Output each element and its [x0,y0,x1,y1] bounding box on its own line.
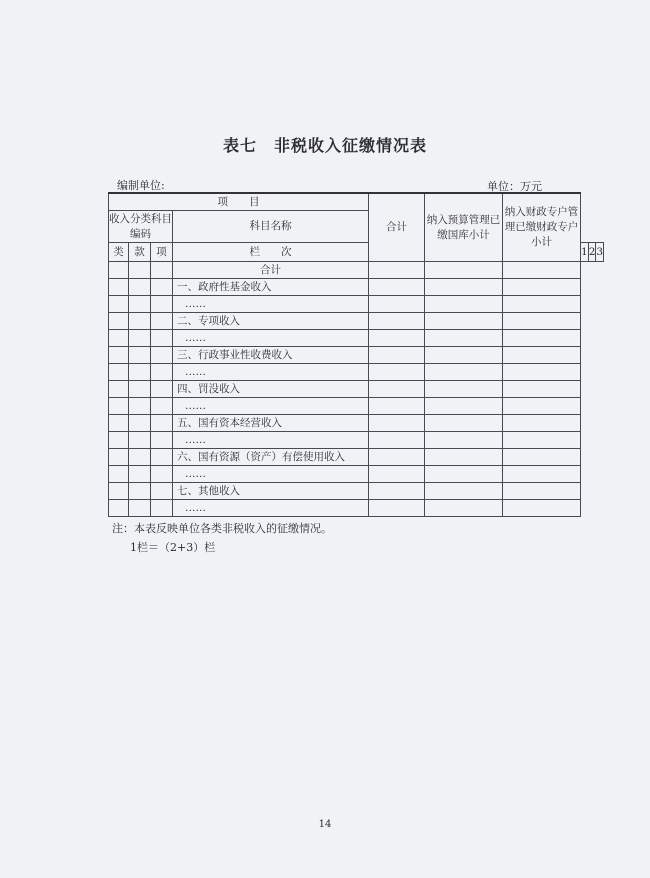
empty-cell [503,466,581,483]
header-budget-subtotal: 纳入预算管理已缴国库小计 [425,193,503,262]
header-code-group: 收入分类科目编码 [109,211,173,243]
empty-cell [151,296,173,313]
empty-cell [109,296,129,313]
empty-cell [109,415,129,432]
header-lei: 类 [109,243,129,262]
empty-cell [503,483,581,500]
empty-cell [369,449,425,466]
table-row [109,381,604,398]
header-special-account-subtotal: 纳入财政专户管理已缴财政专户小计 [503,193,581,262]
empty-cell [129,415,151,432]
empty-cell [129,466,151,483]
empty-cell [151,330,173,347]
empty-cell [369,279,425,296]
table-row [109,330,604,347]
table-row [109,262,604,279]
subject-name-cell: …… [173,500,369,517]
header-xiang: 项 [151,243,173,262]
empty-cell [503,347,581,364]
empty-cell [503,415,581,432]
table-row [109,398,604,415]
empty-cell [503,432,581,449]
empty-cell [425,483,503,500]
subject-name-cell: 二、专项收入 [173,313,369,330]
empty-cell [151,262,173,279]
column-number-1: 1 [581,243,589,262]
header-subject-name: 科目名称 [173,211,369,243]
empty-cell [425,432,503,449]
subject-name-cell: …… [173,296,369,313]
page-title: 表七 非税收入征缴情况表 [222,136,427,155]
table-row [109,449,604,466]
empty-cell [151,432,173,449]
empty-cell [129,364,151,381]
compiling-unit-label: 编制单位: [117,179,165,192]
empty-cell [109,364,129,381]
empty-cell [109,432,129,449]
empty-cell [129,347,151,364]
empty-cell [129,262,151,279]
table-row [109,483,604,500]
currency-unit-label: 单位：万元 [487,180,542,193]
empty-cell [369,347,425,364]
subject-name-cell: 六、国有资源（资产）有偿使用收入 [173,449,369,466]
empty-cell [503,330,581,347]
table-row [109,347,604,364]
subject-name-cell: …… [173,330,369,347]
empty-cell [425,381,503,398]
empty-cell [425,398,503,415]
empty-cell [369,415,425,432]
empty-cell [425,330,503,347]
empty-cell [425,500,503,517]
empty-cell [151,466,173,483]
header-kuan: 款 [129,243,151,262]
empty-cell [369,398,425,415]
empty-cell [503,398,581,415]
table-row [109,466,604,483]
empty-cell [109,500,129,517]
empty-cell [129,449,151,466]
empty-cell [109,347,129,364]
column-number-3: 3 [596,243,604,262]
page-number: 14 [318,819,332,830]
empty-cell [503,364,581,381]
empty-cell [369,381,425,398]
empty-cell [151,449,173,466]
empty-cell [369,466,425,483]
empty-cell [425,313,503,330]
table-row [109,279,604,296]
empty-cell [369,364,425,381]
empty-cell [151,483,173,500]
header-project: 项 目 [109,193,369,211]
empty-cell [503,262,581,279]
empty-cell [109,449,129,466]
subject-name-cell: 七、其他收入 [173,483,369,500]
empty-cell [503,296,581,313]
empty-cell [129,279,151,296]
empty-cell [425,364,503,381]
non-tax-revenue-table [108,192,604,517]
empty-cell [503,279,581,296]
empty-cell [109,381,129,398]
empty-cell [151,364,173,381]
table-row [109,500,604,517]
empty-cell [109,483,129,500]
empty-cell [129,296,151,313]
empty-cell [151,398,173,415]
note-line-2: 1栏＝（2+3）栏 [130,541,216,554]
empty-cell [369,262,425,279]
subject-name-cell: 四、罚没收入 [173,381,369,398]
empty-cell [503,381,581,398]
subject-name-cell: 五、国有资本经营收入 [173,415,369,432]
empty-cell [503,313,581,330]
subject-name-cell: 一、政府性基金收入 [173,279,369,296]
table-row [109,415,604,432]
empty-cell [109,466,129,483]
empty-cell [129,398,151,415]
empty-cell [503,500,581,517]
note-line-1: 注：本表反映单位各类非税收入的征缴情况。 [112,522,332,535]
empty-cell [151,500,173,517]
subject-name-cell: …… [173,432,369,449]
empty-cell [151,415,173,432]
empty-cell [129,330,151,347]
table-row [109,296,604,313]
empty-cell [129,381,151,398]
empty-cell [425,296,503,313]
column-number-2: 2 [588,243,596,262]
empty-cell [425,279,503,296]
subject-name-cell: …… [173,398,369,415]
empty-cell [151,313,173,330]
empty-cell [151,279,173,296]
subject-name-cell: …… [173,466,369,483]
table-row [109,364,604,381]
empty-cell [503,449,581,466]
empty-cell [369,296,425,313]
empty-cell [151,347,173,364]
empty-cell [369,483,425,500]
empty-cell [425,449,503,466]
empty-cell [109,330,129,347]
empty-cell [129,500,151,517]
empty-cell [109,279,129,296]
empty-cell [109,262,129,279]
empty-cell [369,313,425,330]
empty-cell [129,432,151,449]
header-total: 合计 [369,193,425,262]
empty-cell [425,415,503,432]
empty-cell [369,500,425,517]
header-column-index: 栏 次 [173,243,369,262]
empty-cell [129,313,151,330]
empty-cell [425,347,503,364]
empty-cell [129,483,151,500]
empty-cell [109,398,129,415]
empty-cell [151,381,173,398]
table-row [109,313,604,330]
empty-cell [109,313,129,330]
empty-cell [369,330,425,347]
subject-name-cell: 三、行政事业性收费收入 [173,347,369,364]
empty-cell [369,432,425,449]
table-row [109,432,604,449]
subject-name-cell: 合计 [173,262,369,279]
empty-cell [425,466,503,483]
subject-name-cell: …… [173,364,369,381]
empty-cell [425,262,503,279]
